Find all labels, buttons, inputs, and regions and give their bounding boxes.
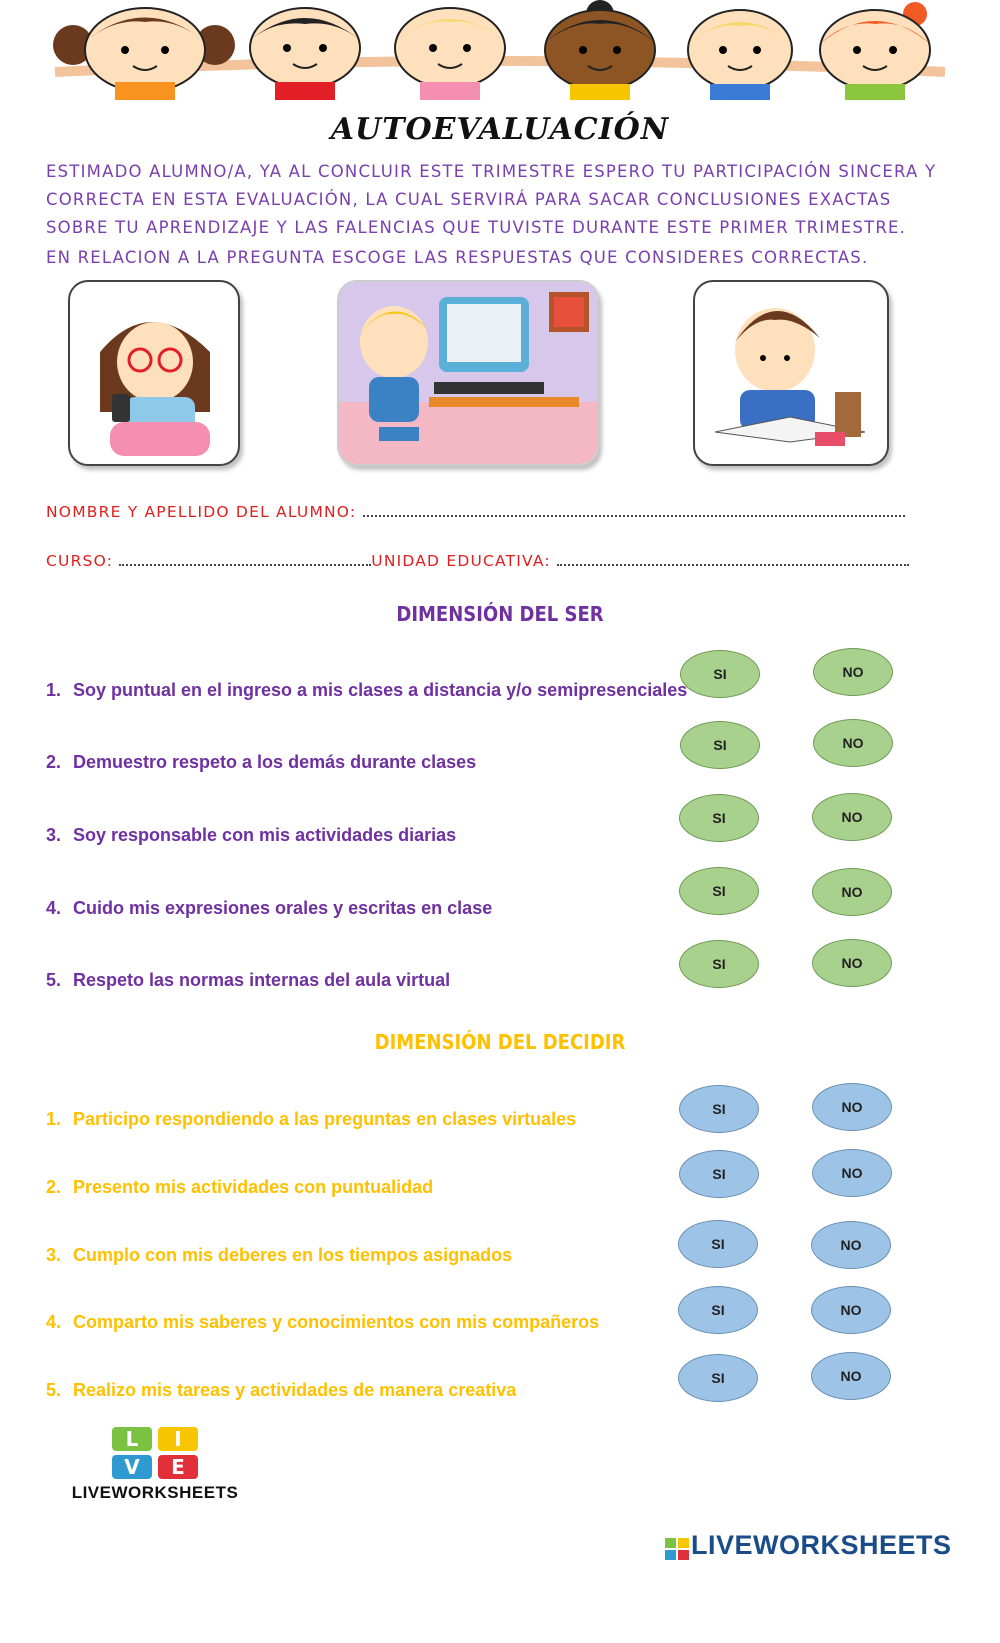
page-title: AUTOEVALUACIÓN [330,112,670,147]
question-number: 5. [46,970,62,990]
intro-instruction: EN RELACION A LA PREGUNTA ESCOGE LAS RESPUESTAS QUE CONSIDERES CORRECTAS. [46,248,869,267]
student-name-field[interactable] [46,503,905,521]
question-text: Respeto las normas internas del aula virtual [73,970,451,990]
logo-letter-v: V [112,1455,152,1479]
logo-wordmark: LIVEWORKSHEETS [71,1483,239,1502]
question-item [46,1177,433,1198]
answer-si-button[interactable]: SI [679,867,759,915]
answer-no-button[interactable]: NO [811,1221,891,1269]
question-number: 2. [46,752,62,772]
question-text: Comparto mis saberes y conocimientos con mis compañeros [73,1312,600,1332]
answer-no-button[interactable]: NO [812,793,892,841]
answer-si-button[interactable]: SI [678,1286,758,1334]
answer-si-button[interactable]: SI [680,650,760,698]
footer-wordmark: LIVEWORKSHEETS [691,1530,952,1560]
question-item [46,1109,576,1130]
logo-letter-l: L [112,1427,152,1451]
question-item [46,1312,599,1333]
intro-line: SOBRE TU APRENDIZAJE Y LAS FALENCIAS QUE TUVISTE DURANTE ESTE PRIMER TRIMESTRE. [46,218,907,237]
girl-with-phone-illustration [68,280,240,466]
question-item [46,680,687,701]
intro-line: CORRECTA EN ESTA EVALUACIÓN, LA CUAL SERVIRÁ PARA SACAR CONCLUSIONES EXACTAS [46,190,892,209]
boy-at-computer-illustration [337,280,599,466]
liveworksheets-logo [50,1425,260,1505]
answer-no-button[interactable]: NO [812,939,892,987]
question-item [46,970,450,991]
answer-no-button[interactable]: NO [812,868,892,916]
question-item [46,825,456,846]
boy-studying-illustration [693,280,889,466]
section-title-decidir: DIMENSIÓN DEL DECIDIR [374,1030,626,1054]
kids-banner-illustration [45,0,955,100]
answer-si-button[interactable]: SI [678,1220,758,1268]
answer-no-button[interactable]: NO [811,1352,891,1400]
logo-letter-e: E [158,1455,198,1479]
question-text: Demuestro respeto a los demás durante clases [73,752,477,772]
footer-logo-icon [665,1538,689,1560]
answer-si-button[interactable]: SI [679,794,759,842]
student-name-line[interactable] [363,503,905,517]
question-text: Realizo mis tareas y actividades de manera creativa [73,1380,517,1400]
answer-no-button[interactable]: NO [813,648,893,696]
question-item [46,1380,516,1401]
answer-no-button[interactable]: NO [813,719,893,767]
question-number: 5. [46,1380,62,1400]
answer-si-button[interactable]: SI [679,940,759,988]
intro-paragraph [46,158,954,272]
question-number: 4. [46,1312,62,1332]
course-school-field[interactable] [46,552,909,570]
question-number: 1. [46,1109,62,1129]
logo-letter-i: I [158,1427,198,1451]
question-text: Cumplo con mis deberes en los tiempos asignados [73,1245,513,1265]
question-item [46,1245,512,1266]
question-text: Soy responsable con mis actividades diarias [73,825,457,845]
question-text: Presento mis actividades con puntualidad [73,1177,434,1197]
question-number: 2. [46,1177,62,1197]
answer-si-button[interactable]: SI [680,721,760,769]
question-text: Cuido mis expresiones orales y escritas en clase [73,898,493,918]
answer-no-button[interactable]: NO [811,1286,891,1334]
question-number: 3. [46,825,62,845]
question-number: 3. [46,1245,62,1265]
answer-si-button[interactable]: SI [678,1354,758,1402]
question-text: Soy puntual en el ingreso a mis clases a distancia y/o semipresenciales [73,680,688,700]
answer-no-button[interactable]: NO [812,1149,892,1197]
answer-si-button[interactable]: SI [679,1085,759,1133]
course-line[interactable] [119,552,371,566]
answer-si-button[interactable]: SI [679,1150,759,1198]
intro-line: ESTIMADO ALUMNO/A, YA AL CONCLUIR ESTE TRIMESTRE ESPERO TU PARTICIPACIÓN SINCERA Y [46,162,937,181]
question-item [46,752,476,773]
answer-no-button[interactable]: NO [812,1083,892,1131]
course-label: CURSO: [46,552,114,570]
school-label: UNIDAD EDUCATIVA: [371,552,551,570]
question-text: Participo respondiendo a las preguntas en clases virtuales [73,1109,577,1129]
question-number: 1. [46,680,62,700]
section-title-ser: DIMENSIÓN DEL SER [396,602,604,626]
student-name-label: NOMBRE Y APELLIDO DEL ALUMNO: [46,503,357,521]
school-line[interactable] [557,552,909,566]
footer-watermark [665,1530,965,1564]
question-item [46,898,492,919]
question-number: 4. [46,898,62,918]
